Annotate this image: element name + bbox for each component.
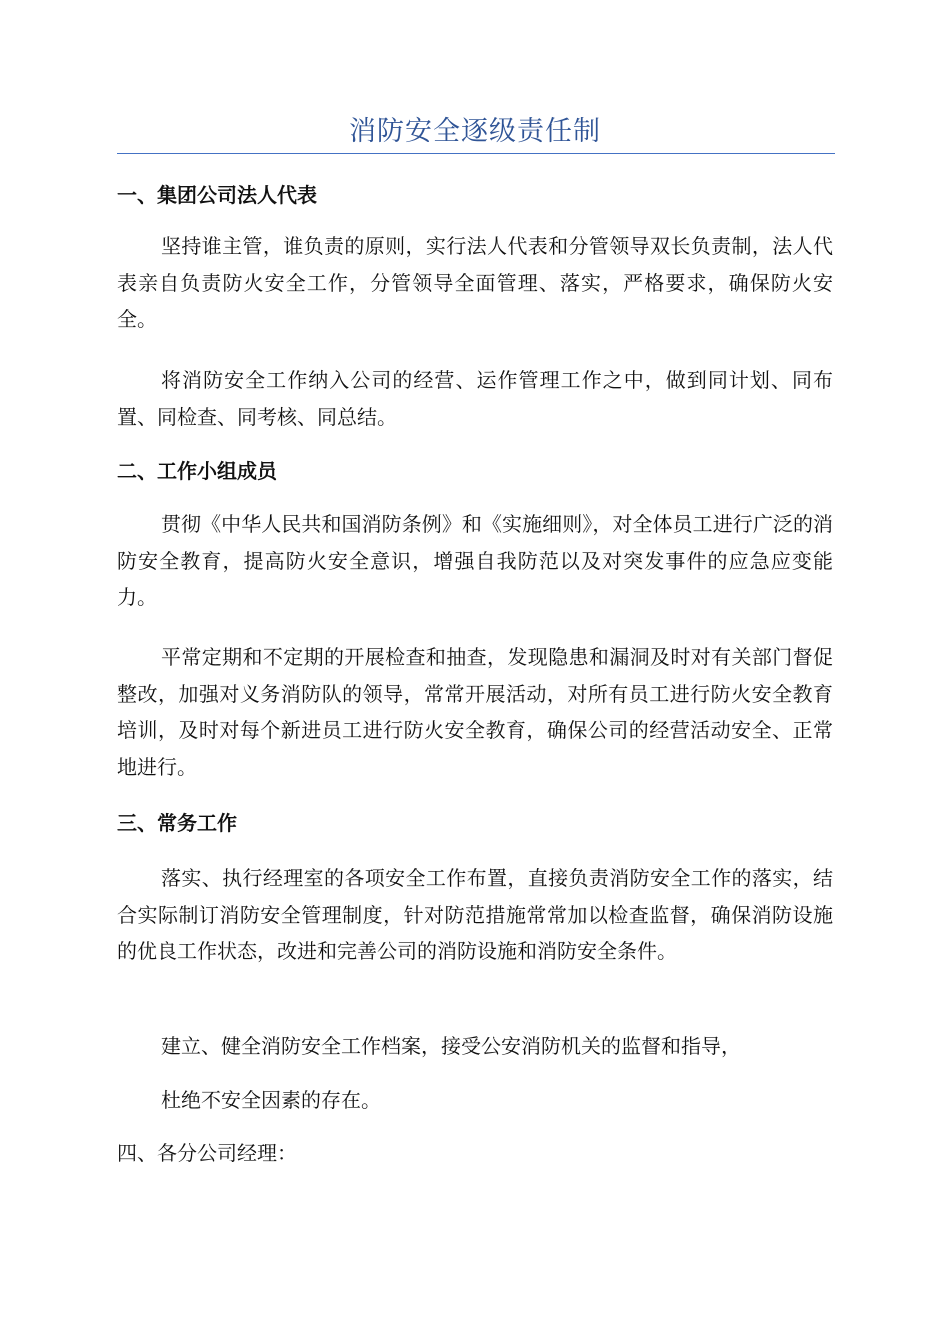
section-heading-3: 三、常务工作 (117, 811, 237, 835)
section-2-paragraph-2: 平常定期和不定期的开展检查和抽查，发现隐患和漏洞及时对有关部门督促整改，加强对义务消防队的领导，常常开展活动，对所有员工进行防火安全教育培训，及时对每个新进员工进行防火安全教育，确保公司的经营活动安全、正常地进行。 (117, 645, 833, 779)
section-heading-4: 四、各分公司经理： (117, 1141, 297, 1165)
title-underline (117, 153, 835, 154)
section-3-paragraph-1: 落实、执行经理室的各项安全工作布置，直接负责消防安全工作的落实，结合实际制订消防安全管理制度，针对防范措施常常加以检查监督，确保消防设施的优良工作状态，改进和完善公司的消防设施和消防安全条件。 (117, 866, 833, 963)
section-3-paragraph-3: 杜绝不安全因素的存在。 (161, 1088, 381, 1112)
section-3-paragraph-2: 建立、健全消防安全工作档案，接受公安消防机关的监督和指导， (161, 1034, 741, 1058)
document-title: 消防安全逐级责任制 (349, 116, 601, 147)
section-1-paragraph-1: 坚持谁主管，谁负责的原则，实行法人代表和分管领导双长负责制，法人代表亲自负责防火安全工作，分管领导全面管理、落实，严格要求，确保防火安全。 (117, 234, 833, 331)
section-1-paragraph-2: 将消防安全工作纳入公司的经营、运作管理工作之中，做到同计划、同布置、同检查、同考核、同总结。 (117, 368, 833, 429)
section-heading-2: 二、工作小组成员 (117, 459, 277, 483)
section-2-paragraph-1: 贯彻《中华人民共和国消防条例》和《实施细则》，对全体员工进行广泛的消防安全教育，提高防火安全意识，增强自我防范以及对突发事件的应急应变能力。 (117, 512, 833, 609)
section-heading-1: 一、集团公司法人代表 (117, 183, 317, 207)
